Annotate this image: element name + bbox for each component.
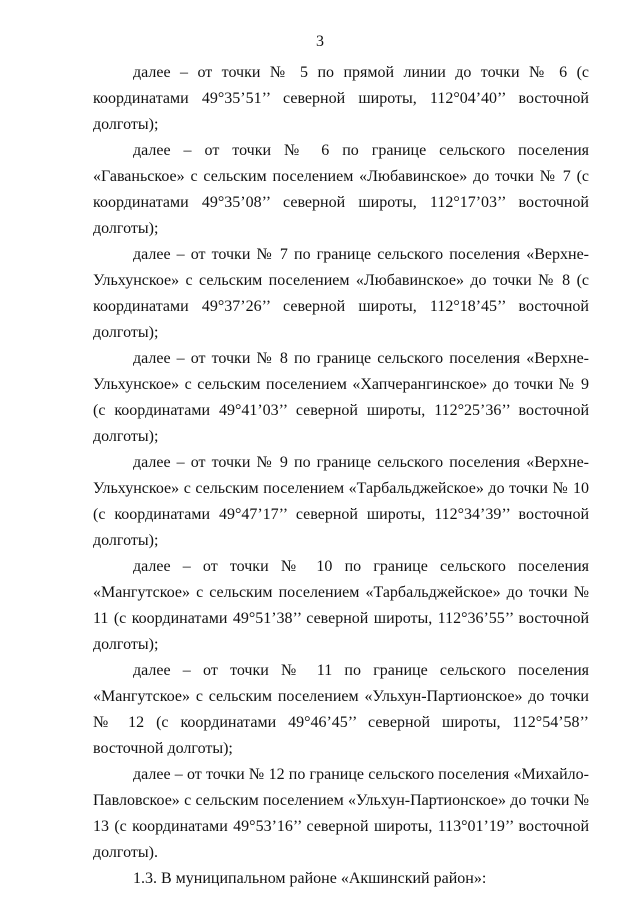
paragraph-point-11-12: далее – от точки № 11 по границе сельского поселения «Мангутское» с сельским поселением «Ульхун-Партионское» до точки № 12 (с координатами 49°46’45’’ северной широты, 112°54’58’’ восточной долготы); — [93, 662, 589, 757]
section-heading-1-3: 1.3. В муниципальном районе «Акшинский район»: — [133, 870, 487, 887]
page-number: 3 — [316, 33, 324, 50]
paragraph-point-7-8: далее – от точки № 7 по границе сельского поселения «Верхне-Ульхунское» с сельским поселением «Любавинское» до точки № 8 (с координатами 49°37’26’’ северной широты, 112°18’45’’ восточной долготы); — [93, 246, 589, 341]
document-body — [93, 60, 589, 892]
paragraph-point-12-13: далее – от точки № 12 по границе сельского поселения «Михайло-Павловское» с сельским поселением «Ульхун-Партионское» до точки № 13 (с координатами 49°53’16’’ северной широты, 113°01’19’’ восточной долготы). — [93, 766, 589, 861]
paragraph-point-6-7: далее – от точки № 6 по границе сельского поселения «Гаваньское» с сельским поселением «Любавинское» до точки № 7 (с координатами 49°35’08’’ северной широты, 112°17’03’’ восточной долготы); — [93, 142, 589, 237]
paragraph-point-10-11: далее – от точки № 10 по границе сельского поселения «Мангутское» с сельским поселением «Тарбальджейское» до точки № 11 (с координатами 49°51’38’’ северной широты, 112°36’55’’ восточной долготы); — [93, 558, 589, 653]
paragraph-point-9-10: далее – от точки № 9 по границе сельского поселения «Верхне-Ульхунское» с сельским поселением «Тарбальджейское» до точки № 10 (с координатами 49°47’17’’ северной широты, 112°34’39’’ восточной долготы); — [93, 454, 589, 549]
paragraph-point-5-6: далее – от точки № 5 по прямой линии до точки № 6 (с координатами 49°35’51’’ северной широты, 112°04’40’’ восточной долготы); — [93, 64, 589, 133]
paragraph-point-8-9: далее – от точки № 8 по границе сельского поселения «Верхне-Ульхунское» с сельским поселением «Хапчерангинское» до точки № 9 (с координатами 49°41’03’’ северной широты, 112°25’36’’ восточной долготы); — [93, 350, 589, 445]
